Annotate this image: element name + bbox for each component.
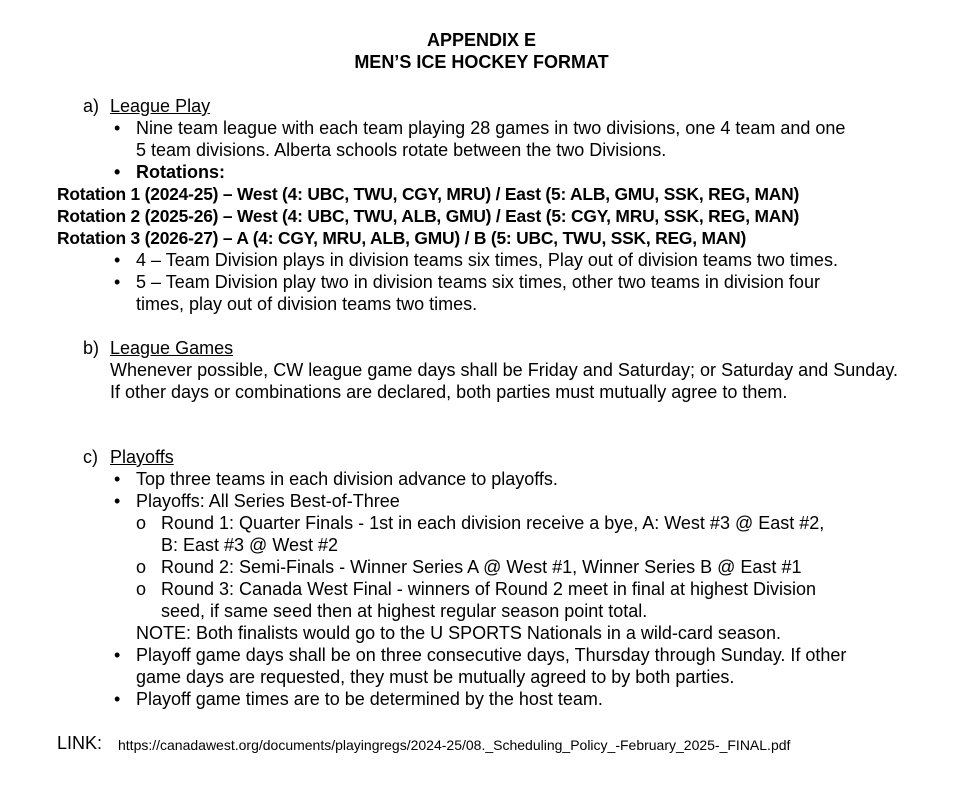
round-2: Round 2: Semi-Finals - Winner Series A @ West #1, Winner Series B @ East #1 [161, 557, 802, 577]
bullet-icon: • [114, 469, 121, 489]
bullet-icon: • [114, 645, 121, 665]
bullet-icon: • [114, 272, 121, 292]
league-games-text: Whenever possible, CW league game days shall be Friday and Saturday; or Saturday and Sunday. If other days or combinations are declared, both parties must mutually agree to them. [110, 360, 898, 402]
rotation-2: Rotation 2 (2025-26) – West (4: UBC, TWU, ALB, GMU) / East (5: CGY, MRU, SSK, REG, MAN) [57, 206, 800, 226]
five-team-division-rule-line-1: 5 – Team Division play two in division teams six times, other two teams in division four [136, 272, 820, 292]
playoff-game-times: Playoff game times are to be determined by the host team. [136, 689, 603, 709]
playoff-game-days-line-1: Playoff game days shall be on three consecutive days, Thursday through Sunday. If other [136, 645, 847, 665]
five-team-division-rule-line-2: times, play out of division teams two times. [136, 294, 478, 314]
section-a-marker: a) [83, 96, 100, 116]
section-a-heading: League Play [110, 96, 211, 116]
policy-document-link[interactable]: https://canadawest.org/documents/playingregs/2024-25/08._Scheduling_Policy_-February_2025-_FINAL.pdf [118, 737, 791, 753]
playoffs-bullet-best-of-three: Playoffs: All Series Best-of-Three [136, 491, 400, 511]
rotation-1: Rotation 1 (2024-25) – West (4: UBC, TWU, CGY, MRU) / East (5: ALB, GMU, SSK, REG, MAN) [57, 184, 800, 204]
rotation-3: Rotation 3 (2026-27) – A (4: CGY, MRU, ALB, GMU) / B (5: UBC, TWU, SSK, REG, MAN) [57, 228, 747, 248]
section-c-heading: Playoffs [110, 447, 174, 467]
bullet-icon: • [114, 162, 121, 182]
section-b-marker: b) [83, 338, 100, 358]
section-c-marker: c) [83, 447, 98, 467]
bullet-icon: • [114, 250, 121, 270]
round-3-line-1: Round 3: Canada West Final - winners of Round 2 meet in final at highest Division [161, 579, 817, 599]
bullet-icon: • [114, 118, 121, 138]
playoff-game-days-line-2: game days are requested, they must be mutually agreed to by both parties. [136, 667, 735, 687]
rotations-heading: Rotations: [136, 162, 225, 182]
section-b-heading: League Games [110, 338, 234, 358]
sub-bullet-icon: o [136, 557, 147, 577]
league-play-bullet-1-line-2: 5 team divisions. Alberta schools rotate between the two Divisions. [136, 140, 667, 160]
format-title: MEN’S ICE HOCKEY FORMAT [354, 52, 609, 72]
sub-bullet-icon: o [136, 579, 147, 599]
nationals-note: NOTE: Both finalists would go to the U SPORTS Nationals in a wild-card season. [136, 623, 781, 643]
league-play-bullet-1-line-1: Nine team league with each team playing 28 games in two divisions, one 4 team and one [136, 118, 846, 138]
bullet-icon: • [114, 689, 121, 709]
four-team-division-rule: 4 – Team Division plays in division teams six times, Play out of division teams two times. [136, 250, 838, 270]
link-label: LINK: [57, 733, 103, 753]
bullet-icon: • [114, 491, 121, 511]
sub-bullet-icon: o [136, 513, 147, 533]
round-1-line-1: Round 1: Quarter Finals - 1st in each division receive a bye, A: West #3 @ East #2, [161, 513, 825, 533]
playoffs-bullet-top-three: Top three teams in each division advance to playoffs. [136, 469, 558, 489]
round-1-line-2: B: East #3 @ West #2 [161, 535, 339, 555]
appendix-title: APPENDIX E [426, 30, 537, 50]
round-3-line-2: seed, if same seed then at highest regular season point total. [161, 601, 648, 621]
